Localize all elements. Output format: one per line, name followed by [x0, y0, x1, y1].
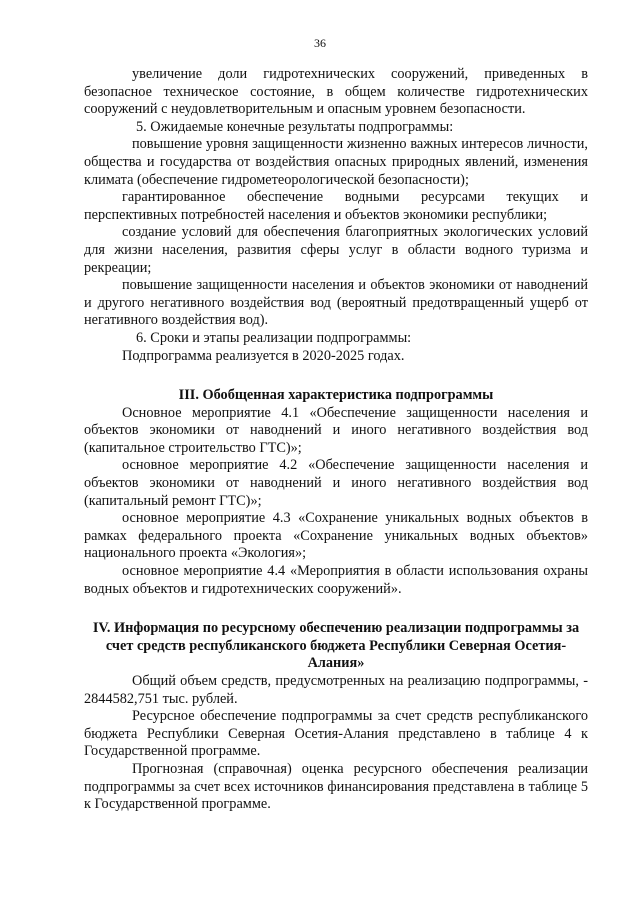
section-4-title: IV. Информация по ресурсному обеспечению реализации подпрограммы за счет средств республиканского бюджета Республики Северная Осетия-Алания» — [92, 620, 580, 672]
paragraph-measure-4-2: основное мероприятие 4.2 «Обеспечение защищенности населения и объектов экономики от наводнений и иного негативного воздействия вод (капитальный ремонт ГТС)»; — [84, 457, 588, 509]
heading-expected-results: 5. Ожидаемые конечные результаты подпрограммы: — [136, 118, 454, 135]
heading-timeline: 6. Сроки и этапы реализации подпрограммы: — [136, 329, 412, 346]
section-3-title: III. Обобщенная характеристика подпрограммы — [178, 387, 494, 404]
paragraph-measure-4-1: Основное мероприятие 4.1 «Обеспечение защищенности населения и объектов экономики от наводнений и иного негативного воздействия вод (капитальное строительство ГТС)»; — [84, 404, 588, 456]
paragraph-timeline: Подпрограмма реализуется в 2020-2025 годах. — [122, 347, 405, 364]
paragraph-republican-budget: Ресурсное обеспечение подпрограммы за счет средств республиканского бюджета Республики Северная Осетия-Алания представлено в таблице 4 к Государственной программе. — [84, 708, 588, 760]
paragraph-result-protection: повышение уровня защищенности жизненно важных интересов личности, общества и государства от воздействия опасных природных явлений, изменения климата (обеспечение гидрометеорологической безопасности); — [84, 136, 588, 188]
paragraph-forecast-estimate: Прогнозная (справочная) оценка ресурсного обеспечения реализации подпрограммы за счет всех источников финансирования представлена в таблице 5 к Государственной программе. — [84, 760, 588, 813]
paragraph-measure-4-3: основное мероприятие 4.3 «Сохранение уникальных водных объектов в рамках федерального проекта «Сохранение уникальных водных объектов» национального проекта «Экология»; — [84, 510, 588, 562]
paragraph-share-gts: увеличение доли гидротехнических сооружений, приведенных в безопасное техническое состояние, в общем количестве гидротехнических сооружений с неудовлетворительным и опасным уровнем безопасности. — [84, 66, 588, 118]
page-number: 36 — [314, 36, 326, 50]
paragraph-result-water-supply: гарантированное обеспечение водными ресурсами текущих и перспективных потребностей населения и объектов экономики республики; — [84, 189, 588, 223]
paragraph-total-funding: Общий объем средств, предусмотренных на реализацию подпрограммы, - 2844582,751 тыс. рублей. — [84, 673, 588, 707]
paragraph-result-flood-protection: повышение защищенности населения и объектов экономики от наводнений и другого негативного воздействия вод (вероятный предотвращенный ущерб от негативного воздействия вод). — [84, 277, 588, 329]
paragraph-measure-4-4: основное мероприятие 4.4 «Мероприятия в области использования охраны водных объектов и гидротехнических сооружений». — [84, 563, 588, 597]
paragraph-result-ecology: создание условий для обеспечения благоприятных экологических условий для жизни населения, развития сферы услуг в области водного туризма и рекреации; — [84, 224, 588, 276]
document-body — [84, 66, 588, 814]
